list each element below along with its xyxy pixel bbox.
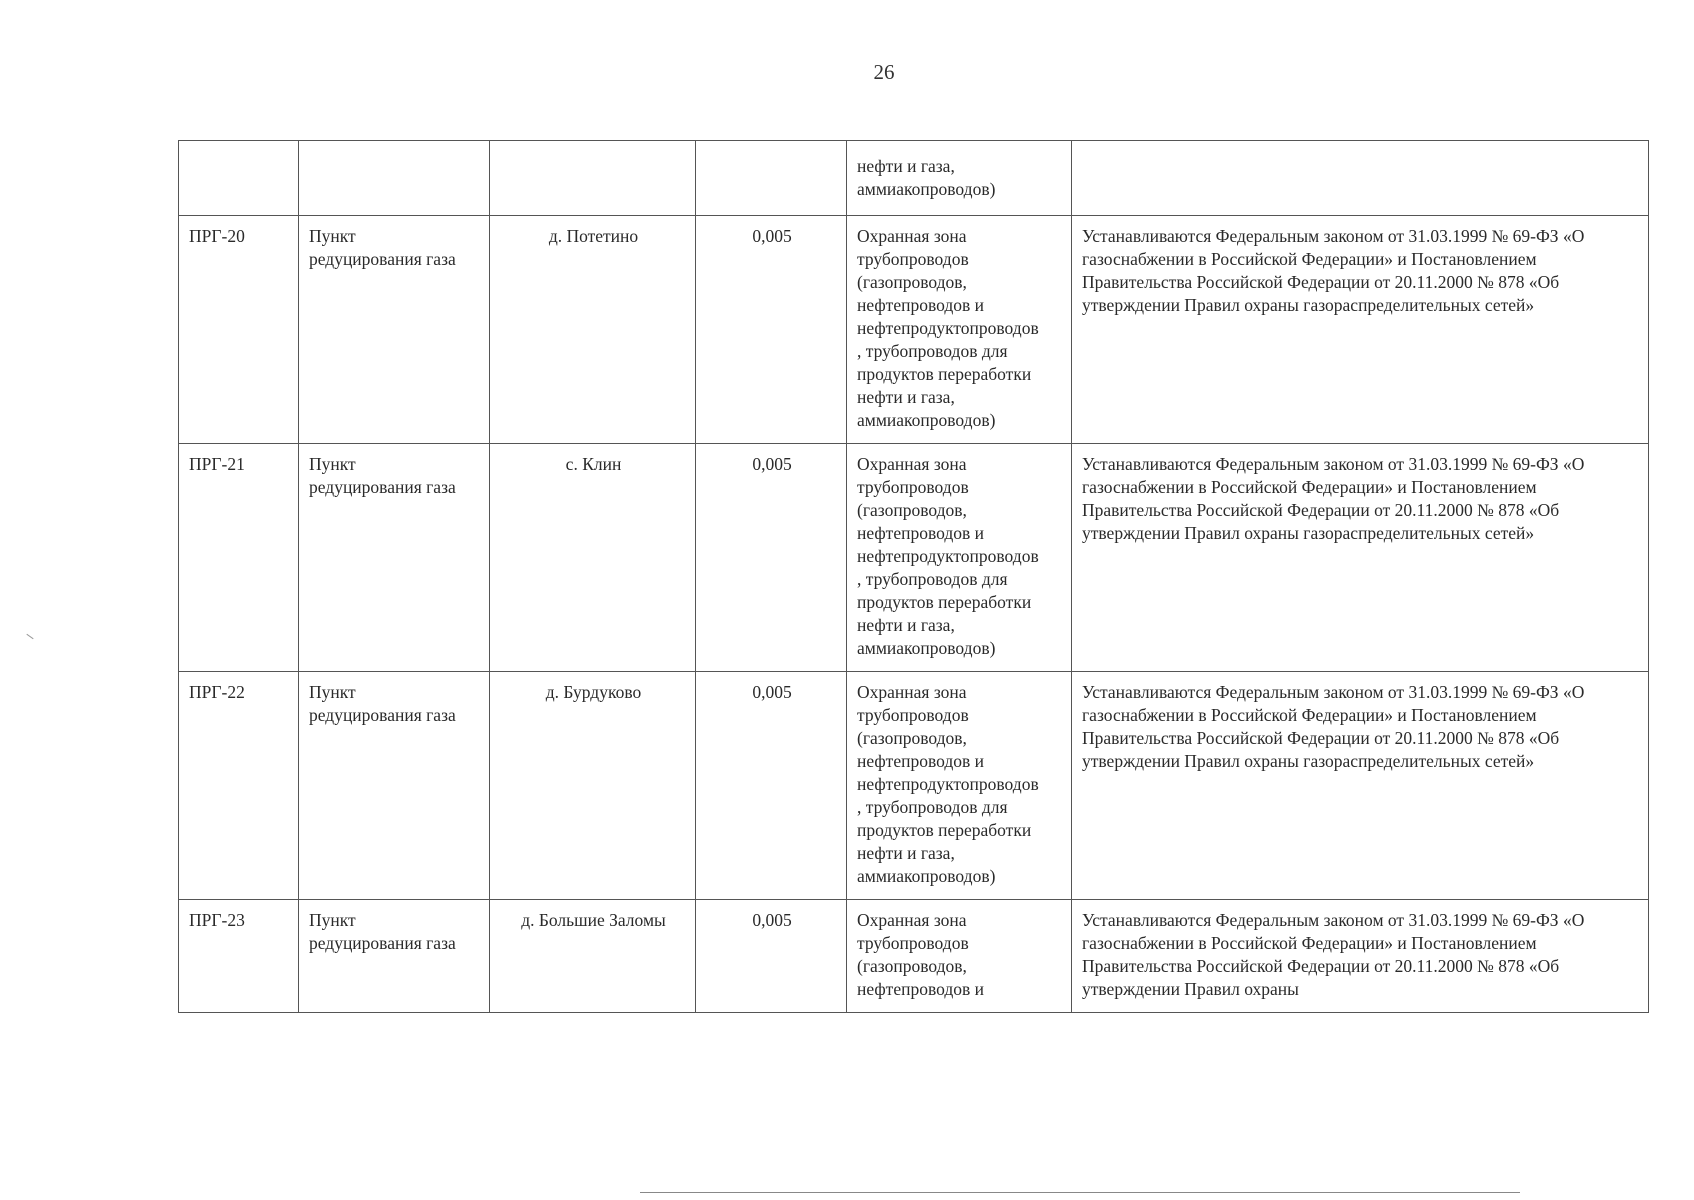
cell-basis: Устанавливаются Федеральным законом от 31.03.1999 № 69-ФЗ «О газоснабжении в Российской Федерации» и Постановлением Правительства Российской Федерации от 20.11.2000 № 878 «Об утверждении Правил охраны газораспределительных сетей» [1072,216,1649,444]
cell-area: 0,005 [696,444,847,672]
cell-zone: Охранная зона трубопроводов (газопроводов, нефтепроводов и нефтепродуктопроводов , трубопроводов для продуктов переработки нефти и газа, аммиакопроводов) [847,216,1072,444]
page-number: 26 [873,60,895,84]
table-row-continuation [179,141,1649,216]
cell-zone: Охранная зона трубопроводов (газопроводов, нефтепроводов и нефтепродуктопроводов , трубопроводов для продуктов переработки нефти и газа, аммиакопроводов) [847,672,1072,900]
cell-name: Пункт редуцирования газа [299,216,490,444]
cell-code: ПРГ-20 [179,216,299,444]
table-row [179,900,1649,1013]
cell-zone: Охранная зона трубопроводов (газопроводов, нефтепроводов и нефтепродуктопроводов , трубопроводов для продуктов переработки нефти и газа, аммиакопроводов) [847,444,1072,672]
cell-area [696,141,847,216]
table-row [179,216,1649,444]
cell-code: ПРГ-21 [179,444,299,672]
cell-name: Пункт редуцирования газа [299,672,490,900]
cell-zone: Охранная зона трубопроводов (газопроводов, нефтепроводов и [847,900,1072,1013]
cell-name: Пункт редуцирования газа [299,900,490,1013]
cell-basis: Устанавливаются Федеральным законом от 31.03.1999 № 69-ФЗ «О газоснабжении в Российской Федерации» и Постановлением Правительства Российской Федерации от 20.11.2000 № 878 «Об утверждении Правил охраны [1072,900,1649,1013]
cell-name: Пункт редуцирования газа [299,444,490,672]
cell-name [299,141,490,216]
cell-basis: Устанавливаются Федеральным законом от 31.03.1999 № 69-ФЗ «О газоснабжении в Российской Федерации» и Постановлением Правительства Российской Федерации от 20.11.2000 № 878 «Об утверждении Правил охраны газораспределительных сетей» [1072,444,1649,672]
cell-location: д. Потетино [490,216,696,444]
cell-basis: Устанавливаются Федеральным законом от 31.03.1999 № 69-ФЗ «О газоснабжении в Российской Федерации» и Постановлением Правительства Российской Федерации от 20.11.2000 № 878 «Об утверждении Правил охраны газораспределительных сетей» [1072,672,1649,900]
cell-zone: нефти и газа, аммиакопроводов) [847,141,1072,216]
cell-area: 0,005 [696,900,847,1013]
cell-location: д. Большие Заломы [490,900,696,1013]
cell-code: ПРГ-22 [179,672,299,900]
cell-code [179,141,299,216]
cell-location [490,141,696,216]
scan-artifact [26,634,33,639]
cell-location: д. Бурдуково [490,672,696,900]
cell-location: с. Клин [490,444,696,672]
table-row [179,672,1649,900]
cell-area: 0,005 [696,216,847,444]
table-row [179,444,1649,672]
cell-code: ПРГ-23 [179,900,299,1013]
bottom-rule [640,1192,1520,1193]
cell-area: 0,005 [696,672,847,900]
zones-table [178,140,1649,1013]
cell-basis [1072,141,1649,216]
